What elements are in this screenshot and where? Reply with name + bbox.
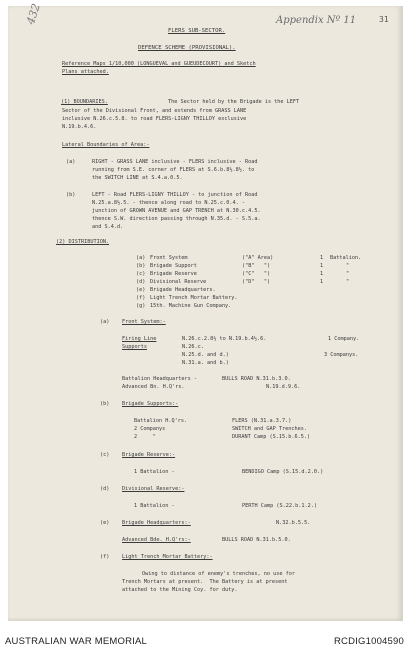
ltmb-line-3: attached to the Mining Coy. for duty. [122, 587, 238, 593]
supports-row-1-right: FLERS (N.31.a.3.7.) [232, 418, 292, 424]
table-row-key: (e) [136, 287, 146, 293]
table-row-num: 1 [320, 263, 324, 269]
boundaries-line-1: The Sector held by the Brigade is the LEFT [168, 99, 300, 105]
reference-maps-line1: Reference Maps 1/10,000 (LONGUEVAL and GUEUDECOURT) and Sketch [62, 61, 256, 67]
table-row-area: ("B" ") [242, 263, 271, 269]
table-row-name: Brigade Reserve [150, 271, 197, 277]
table-row-unit: Battalion. [330, 255, 362, 261]
supports-row-2-left: 2 Companys [134, 426, 166, 432]
table-row-key: (f) [136, 295, 146, 301]
table-row-num: 1 [320, 271, 324, 277]
table-row-name: Brigade Support [150, 263, 197, 269]
subsection-a-label: (a) [100, 319, 110, 325]
subsection-f-label: (f) [100, 554, 110, 560]
brigade-reserve-left: 1 Battalion - [134, 469, 175, 475]
boundary-b-label: (b) [66, 192, 76, 198]
brigade-hq-value: N.32.b.5.5. [276, 520, 311, 526]
section-2-heading: (2) DISTRIBUTION. [56, 239, 110, 245]
subsection-e-label: (e) [100, 520, 110, 526]
record-identifier: RCDIG1004590 [334, 636, 404, 647]
document-page [8, 2, 403, 621]
divisional-reserve-left: 1 Battalion - [134, 503, 175, 509]
supports-row-3-left: 2 " [134, 434, 156, 440]
brigade-reserve-heading: Brigade Reserve:- [122, 452, 176, 458]
table-row-area: ("A" Area) [242, 255, 274, 261]
folio-number: 31 [379, 15, 389, 24]
supports-unit: 3 Companys. [324, 352, 359, 358]
table-row-key: (c) [136, 271, 146, 277]
document-title: FLERS SUB-SECTOR. [168, 28, 226, 34]
advanced-bn-hq-value: N.19.d.9.6. [266, 384, 301, 390]
boundary-b-line-5: and S.4.d. [92, 224, 124, 230]
advanced-bn-hq-label: Advanced Bn. H.Q'rs. [122, 384, 185, 390]
firing-line-unit: 1 Company. [328, 336, 360, 342]
firing-line-value: N.26.c.2.8½ to N.19.b.4½.6. [182, 336, 267, 342]
table-row-unit: " [346, 279, 350, 285]
reference-maps-line2: Plans attached. [62, 69, 109, 75]
subsection-b-label: (b) [100, 401, 110, 407]
divisional-reserve-right: PERTH Camp (S.22.b.1.2.) [242, 503, 317, 509]
table-row-unit: " [346, 271, 350, 277]
boundaries-line-3: inclusive N.26.c.5.8. to road FLERS-LIGNY THILLOY exclusive [62, 116, 247, 122]
battalion-hq-label: Battalion Headquarters - [122, 376, 197, 382]
appendix-annotation: Appendix Nº 11 [276, 15, 357, 26]
firing-line-label: Firing Line [122, 336, 157, 342]
table-row-name: Light Trench Mortar Battery. [150, 295, 238, 301]
front-system-heading: Front System:- [122, 319, 166, 325]
boundary-a-label: (a) [66, 159, 76, 165]
advanced-bde-hq-label: Advanced Bde. H.Q'rs:- [122, 537, 191, 543]
archive-footer [0, 626, 410, 654]
table-row-num: 1 [320, 279, 324, 285]
boundary-a-line-3: the SWITCH LINE at S.4.a.0.5. [92, 175, 183, 181]
boundary-a-line-1: RIGHT - GRASS LANE inclusive - FLERS inclusive - Road [92, 159, 258, 165]
supports-row-3-right: DURANT Camp (S.15.b.6.5.) [232, 434, 311, 440]
supports-label: Supports [122, 344, 147, 350]
table-row-key: (g) [136, 303, 146, 309]
table-row-area: ("D" ") [242, 279, 271, 285]
battalion-hq-value: BULLS ROAD N.31.b.3.0. [222, 376, 291, 382]
subsection-d-label: (d) [100, 486, 110, 492]
brigade-supports-heading: Brigade Supports:- [122, 401, 179, 407]
archive-name: AUSTRALIAN WAR MEMORIAL [5, 636, 148, 647]
section-1-heading: (1) BOUNDARIES. [61, 99, 108, 105]
supports-value-2: N.25.d. and d.) [182, 352, 229, 358]
divisional-reserve-heading: Divisional Reserve:- [122, 486, 185, 492]
table-row-unit: " [346, 263, 350, 269]
boundary-b-line-3: junction of GROWN AVENUE and GAP TRENCH at N.30.c.4.5. [92, 208, 261, 214]
ltmb-line-1: Owing to distance of enemy's trenches, no use for [142, 571, 296, 577]
table-row-name: Brigade Headquarters. [150, 287, 216, 293]
table-row-num: 1 [320, 255, 324, 261]
table-row-name: Front System [150, 255, 188, 261]
document-subtitle: DEFENCE SCHEME (PROVISIONAL). [138, 45, 236, 51]
table-row-key: (b) [136, 263, 146, 269]
boundary-b-line-2: N.25.a.8½.5. - thence along road to N.25.c.0.4. - [92, 200, 246, 206]
brigade-hq-heading: Brigade Headquarters:- [122, 520, 191, 526]
table-row-name: Divisional Reserve [150, 279, 207, 285]
supports-row-1-left: Battalion H.Q'rs. [134, 418, 188, 424]
boundary-a-line-2: running from S.E. corner of FLERS at S.6.b.8½.8½. to [92, 167, 255, 173]
ltmb-heading: Light Trench Mortar Battery:- [122, 554, 213, 560]
supports-value-3: N.31.a. and b.) [182, 360, 229, 366]
supports-value-1: N.26.c. [182, 344, 204, 350]
table-row-area: ("C" ") [242, 271, 271, 277]
ltmb-line-2: Trench Mortars at present. The Battery is at present [122, 579, 288, 585]
boundaries-line-2: Sector of the Divisional Front, and extends from GRASS LANE [62, 108, 247, 114]
table-row-name: 15th. Machine Gun Company. [150, 303, 232, 309]
handwritten-page-number: 432 [24, 2, 43, 27]
table-row-key: (a) [136, 255, 146, 261]
advanced-bde-hq-value: BULLS ROAD N.31.b.5.0. [222, 537, 291, 543]
boundary-b-line-1: LEFT - Road FLERS-LIGNY THILLOY - to junction of Road [92, 192, 258, 198]
boundaries-line-4: N.19.b.4.6. [62, 124, 97, 130]
boundary-b-line-4: thence S.W. direction passing through N.35.d. - S.5.a. [92, 216, 261, 222]
lateral-boundaries-heading: Lateral Boundaries of Area:- [62, 142, 150, 148]
supports-row-2-right: SWITCH and GAP Trenches. [232, 426, 307, 432]
brigade-reserve-right: BENDIGO Camp (S.15.d.2.0.) [242, 469, 324, 475]
table-row-key: (d) [136, 279, 146, 285]
subsection-c-label: (c) [100, 452, 110, 458]
